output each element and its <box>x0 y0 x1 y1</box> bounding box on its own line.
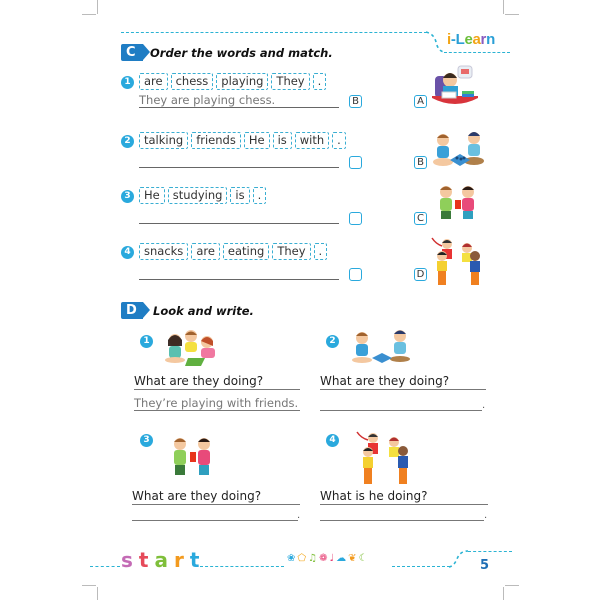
answer-line[interactable] <box>132 506 301 521</box>
word-box[interactable]: He <box>244 132 270 149</box>
word-box[interactable]: playing <box>216 73 268 90</box>
answer-line[interactable]: They are playing chess. <box>139 94 339 108</box>
word-boxes <box>139 73 326 90</box>
flower-icon: ❁ <box>319 553 328 564</box>
crop-mark <box>82 14 96 15</box>
picture-children-playing <box>163 328 225 368</box>
picture-a-boy-studying <box>430 64 480 114</box>
crop-mark <box>97 587 98 600</box>
brand-letter: n <box>486 31 495 48</box>
end-period: . <box>297 510 301 521</box>
word-box[interactable]: are <box>191 243 220 260</box>
fire-icon: ❦ <box>348 553 357 564</box>
word-box[interactable]: snacks <box>139 243 188 260</box>
footer-dashed-line <box>90 566 120 567</box>
item-number: 3 <box>121 190 134 203</box>
brand-letter: L <box>455 31 465 48</box>
word-box[interactable]: talking <box>139 132 188 149</box>
match-box[interactable] <box>349 156 362 169</box>
page-number: 5 <box>480 558 490 573</box>
header-dashed-curve <box>424 30 444 55</box>
footer-start-word <box>121 548 205 572</box>
word-box[interactable]: with <box>295 132 329 149</box>
brand-letter: i <box>447 31 451 48</box>
picture-b-chess <box>430 128 485 170</box>
word-box[interactable]: . <box>332 132 346 149</box>
footer-doodles <box>287 553 368 565</box>
match-box[interactable] <box>349 212 362 225</box>
music-note-icon: ♫ <box>308 553 318 564</box>
picture-d-talking-friends <box>430 234 485 286</box>
answer-line[interactable] <box>139 266 339 280</box>
word-box[interactable]: is <box>230 187 249 204</box>
end-period: . <box>482 400 486 411</box>
item-number: 1 <box>121 76 134 89</box>
word-box[interactable]: eating <box>223 243 269 260</box>
match-box[interactable] <box>349 268 362 281</box>
word-box[interactable]: studying <box>168 187 228 204</box>
brand-letter: a <box>472 31 481 48</box>
item-number: 1 <box>140 335 153 348</box>
word-boxes <box>139 243 327 260</box>
start-letter: t <box>138 548 155 572</box>
start-letter: t <box>189 548 206 572</box>
word-boxes <box>139 132 346 149</box>
question-line: What are they doing? <box>134 374 300 390</box>
word-box[interactable]: friends <box>191 132 241 149</box>
crop-mark <box>503 0 504 14</box>
word-box[interactable]: . <box>313 73 327 90</box>
footer-dashed-line-right <box>468 551 512 552</box>
brand-logo <box>447 31 495 48</box>
brand-letter: - <box>450 31 456 48</box>
crop-mark <box>505 14 519 15</box>
question-line: What is he doing? <box>320 489 488 505</box>
fish-icon: ❀ <box>287 553 296 564</box>
crop-mark <box>97 0 98 14</box>
answer-line[interactable] <box>139 154 339 168</box>
section-c-badge: C <box>121 44 143 61</box>
end-period: . <box>484 510 488 521</box>
answer-line[interactable] <box>320 396 482 411</box>
section-d-title: Look and write. <box>153 304 254 318</box>
picture-boys-snacks <box>168 436 218 486</box>
word-box[interactable]: They <box>271 73 309 90</box>
flower-icon: ⬠ <box>297 553 307 564</box>
picture-boys-chess <box>350 328 412 368</box>
header-dashed-line <box>121 32 427 33</box>
answer-line[interactable] <box>139 210 339 224</box>
question-line: What are they doing? <box>132 489 300 505</box>
picture-label: D <box>414 268 427 281</box>
thermometer-icon: ♩ <box>329 553 335 564</box>
start-letter: r <box>173 548 190 572</box>
header-dashed-line-right <box>444 52 510 53</box>
word-box[interactable]: are <box>139 73 168 90</box>
word-box[interactable]: He <box>139 187 165 204</box>
section-c-title: Order the words and match. <box>150 46 333 60</box>
item-number: 3 <box>140 434 153 447</box>
crop-mark <box>503 587 504 600</box>
cloud-icon: ☁ <box>336 553 347 564</box>
picture-boy-talking <box>356 428 418 486</box>
picture-label: A <box>414 95 427 108</box>
footer-dashed-line <box>200 566 284 567</box>
item-number: 4 <box>121 246 134 259</box>
word-box[interactable]: chess <box>171 73 214 90</box>
picture-label: C <box>414 212 427 225</box>
word-box[interactable]: . <box>253 187 267 204</box>
answer-line[interactable] <box>320 506 484 521</box>
word-box[interactable]: is <box>273 132 292 149</box>
item-number: 4 <box>326 434 339 447</box>
brand-letter: r <box>480 31 487 48</box>
section-d-badge: D <box>121 302 143 319</box>
start-letter: s <box>121 548 139 572</box>
footer-dashed-line <box>392 566 450 567</box>
item-number: 2 <box>121 135 134 148</box>
moon-icon: ☾ <box>358 553 368 564</box>
word-box[interactable]: . <box>314 243 328 260</box>
crop-mark <box>82 585 96 586</box>
word-boxes <box>139 187 266 204</box>
question-line: What are they doing? <box>320 374 486 390</box>
answer-line[interactable]: They’re playing with friends. <box>134 396 299 410</box>
item-number: 2 <box>326 335 339 348</box>
brand-letter: e <box>464 31 473 48</box>
footer-dashed-curve <box>448 549 468 569</box>
word-box[interactable]: They <box>272 243 310 260</box>
picture-c-snacks <box>434 184 482 226</box>
match-box[interactable]: B <box>349 95 362 108</box>
crop-mark <box>505 585 519 586</box>
start-letter: a <box>154 548 174 572</box>
picture-label: B <box>414 156 427 169</box>
